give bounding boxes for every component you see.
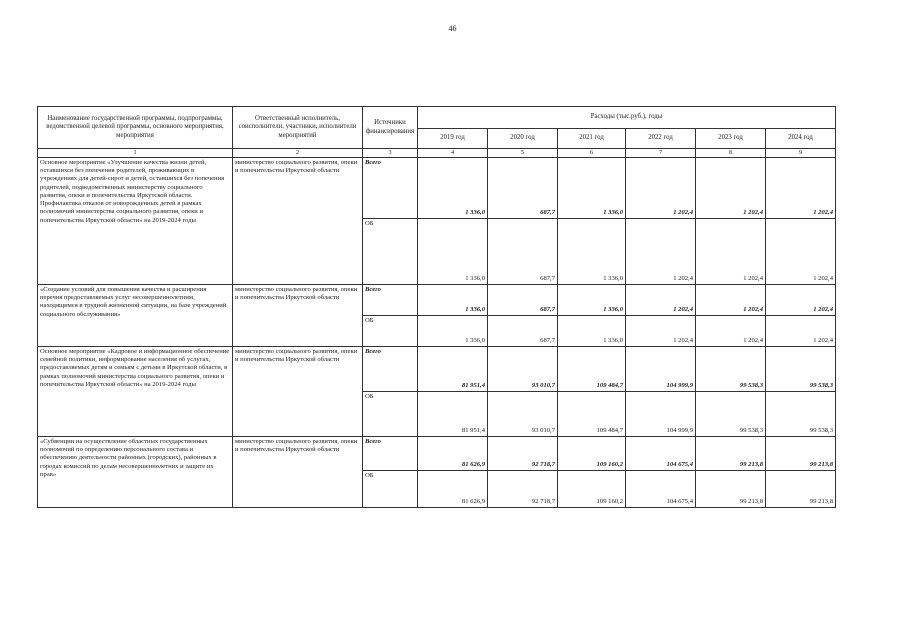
header-year: 2023 год (696, 129, 766, 149)
column-number: 3 (363, 149, 418, 158)
table-row (38, 347, 836, 392)
source-total-label: Всего (363, 285, 418, 316)
ob-value: 1 336,0 (418, 316, 488, 347)
measure-executor: министерство социального развития, опеки и попечительства Иркутской области (233, 437, 363, 508)
ob-value: 99 213,8 (696, 471, 766, 508)
total-value: 1 336,0 (418, 285, 488, 316)
ob-value: 1 336,0 (558, 316, 626, 347)
total-value: 1 202,4 (696, 285, 766, 316)
ob-value: 104 999,9 (626, 392, 696, 437)
ob-value: 109 160,2 (558, 471, 626, 508)
header-year: 2021 год (558, 129, 626, 149)
ob-value: 1 336,0 (558, 219, 626, 285)
measure-executor: министерство социального развития, опеки и попечительства Иркутской области (233, 285, 363, 347)
total-value: 104 675,4 (626, 437, 696, 471)
page-number: 46 (448, 24, 457, 33)
header-expenses: Расходы (тыс.руб.), годы (418, 107, 836, 129)
column-number: 1 (38, 149, 233, 158)
ob-value: 99 213,8 (766, 471, 836, 508)
ob-value: 109 484,7 (558, 392, 626, 437)
measure-name: Основное мероприятие «Улучшение качества жизни детей, оставшихся без попечения родителей, проживающих в учреждениях для детей-сирот и детей, оставшихся без попечения родителей, подведомственных министерству социального развития, опеки и попечительства Иркутской области. Профилактика отказов от новорожденных детей в рамках полномочий министерства социального развития, опеки и попечительства Иркутской области» на 2019-2024 годы (38, 158, 233, 285)
source-total-label: Всего (363, 437, 418, 471)
header-year: 2019 год (418, 129, 488, 149)
header-name: Наименование государственной программы, подпрограммы, ведомственной целевой программы, основного мероприятия, мероприятия (38, 107, 233, 149)
total-value: 1 202,4 (626, 285, 696, 316)
column-number: 8 (696, 149, 766, 158)
ob-value: 93 010,7 (488, 392, 558, 437)
ob-value: 81 626,9 (418, 471, 488, 508)
total-value: 687,7 (488, 285, 558, 316)
source-total-label: Всего (363, 158, 418, 219)
table-row (38, 437, 836, 471)
ob-value: 1 202,4 (766, 316, 836, 347)
total-value: 81 951,4 (418, 347, 488, 392)
source-ob-label: ОБ (363, 219, 418, 285)
total-value: 93 010,7 (488, 347, 558, 392)
total-value: 1 202,4 (766, 158, 836, 219)
column-number: 4 (418, 149, 488, 158)
total-value: 1 202,4 (626, 158, 696, 219)
header-year: 2020 год (488, 129, 558, 149)
ob-value: 99 538,3 (766, 392, 836, 437)
ob-value: 104 675,4 (626, 471, 696, 508)
total-value: 104 999,9 (626, 347, 696, 392)
header-executor: Ответственный исполнитель, соисполнители, участники, исполнители мероприятий (233, 107, 363, 149)
ob-value: 1 336,0 (418, 219, 488, 285)
measure-name: Основное мероприятие «Кадровое и информационное обеспечение семейной политики, информирование населения об услугах, предоставляемых детям и семьям с детьми в Иркутской области, в рамках полномочий министерства социального развития, опеки и попечительства Иркутской области» на 2019-2024 годы (38, 347, 233, 437)
source-total-label: Всего (363, 347, 418, 392)
total-value: 1 336,0 (558, 158, 626, 219)
measure-executor: министерство социального развития, опеки и попечительства Иркутской области (233, 347, 363, 437)
table-row (38, 285, 836, 316)
total-value: 99 538,3 (696, 347, 766, 392)
column-number: 5 (488, 149, 558, 158)
ob-value: 1 202,4 (626, 219, 696, 285)
total-value: 1 336,0 (558, 285, 626, 316)
total-value: 109 484,7 (558, 347, 626, 392)
total-value: 1 202,4 (766, 285, 836, 316)
source-ob-label: ОБ (363, 471, 418, 508)
source-ob-label: ОБ (363, 392, 418, 437)
ob-value: 92 718,7 (488, 471, 558, 508)
total-value: 99 213,8 (696, 437, 766, 471)
total-value: 109 160,2 (558, 437, 626, 471)
total-value: 1 336,0 (418, 158, 488, 219)
ob-value: 1 202,4 (696, 219, 766, 285)
measure-name: «Создание условий для повышения качества и расширения перечня предоставляемых услуг несовершеннолетним, находящимся в трудной жизненной ситуации, на базе учреждений социального обслуживания» (38, 285, 233, 347)
total-value: 1 202,4 (696, 158, 766, 219)
header-year: 2024 год (766, 129, 836, 149)
header-year: 2022 год (626, 129, 696, 149)
total-value: 99 213,8 (766, 437, 836, 471)
column-number: 7 (626, 149, 696, 158)
total-value: 81 626,9 (418, 437, 488, 471)
budget-table (37, 106, 836, 508)
column-number: 2 (233, 149, 363, 158)
ob-value: 1 202,4 (696, 316, 766, 347)
ob-value: 1 202,4 (626, 316, 696, 347)
column-number: 6 (558, 149, 626, 158)
ob-value: 687,7 (488, 316, 558, 347)
total-value: 92 718,7 (488, 437, 558, 471)
total-value: 99 538,3 (766, 347, 836, 392)
table-row (38, 158, 836, 219)
ob-value: 687,7 (488, 219, 558, 285)
total-value: 687,7 (488, 158, 558, 219)
column-number: 9 (766, 149, 836, 158)
ob-value: 81 951,4 (418, 392, 488, 437)
measure-name: «Субвенции на осуществление областных государственных полномочий по определению персонального состава и обеспечению деятельности районных (городских), районных в городах комиссий по делам несовершеннолетних и защите их прав» (38, 437, 233, 508)
header-source: Источники финансирования (363, 107, 418, 149)
ob-value: 1 202,4 (766, 219, 836, 285)
source-ob-label: ОБ (363, 316, 418, 347)
measure-executor: министерство социального развития, опеки и попечительства Иркутской области (233, 158, 363, 285)
ob-value: 99 538,3 (696, 392, 766, 437)
